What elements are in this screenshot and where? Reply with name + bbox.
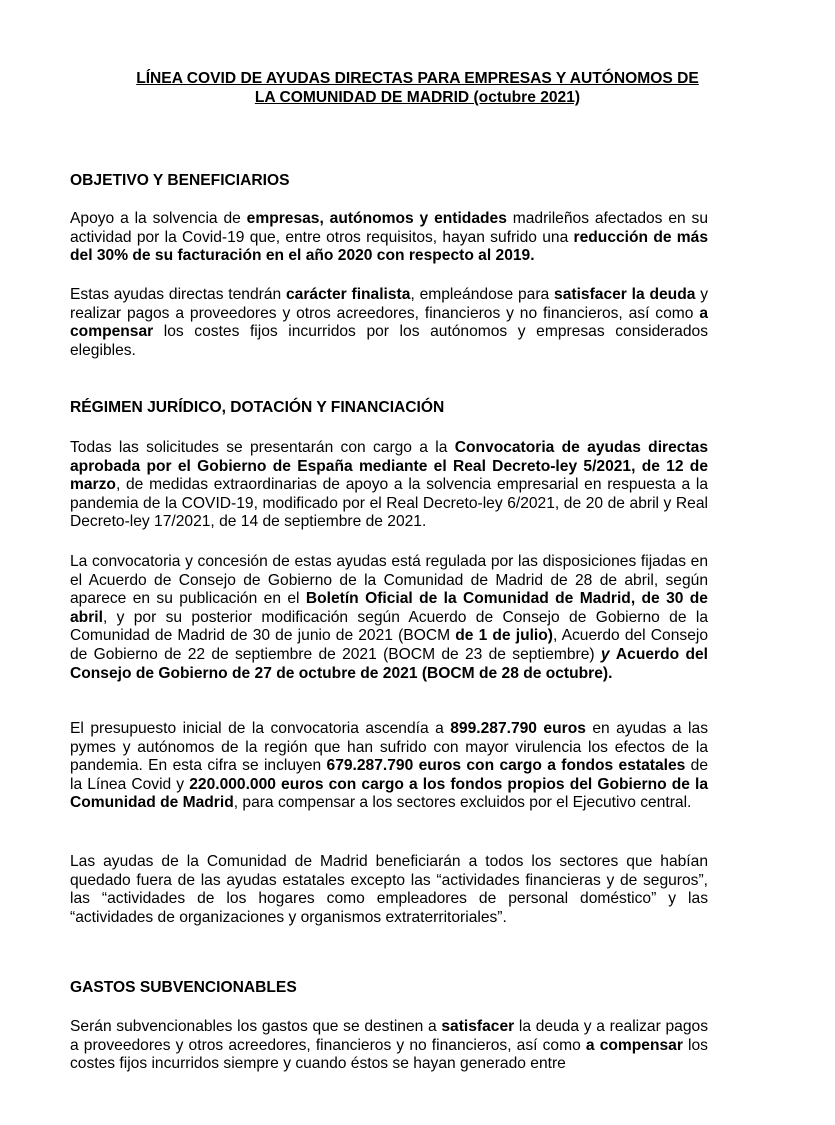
bold-italic-run: y — [600, 645, 610, 663]
bold-run: satisfacer — [441, 1018, 515, 1035]
paragraph-objetivo-1 — [70, 210, 708, 266]
bold-run: empresas, autónomos y entidades — [246, 210, 507, 227]
bold-run: 899.287.790 euros — [450, 720, 586, 737]
bold-run: Boletín Oficial de la Comunidad de Madrid, de 30 de abril — [70, 590, 708, 626]
text-run: los costes fijos incurridos por los autónomos y empresas considerados elegibles. — [70, 323, 708, 359]
text-run: y realizar pagos a proveedores y otros acreedores, financieros y no financieros, así como — [70, 286, 708, 322]
bold-run: satisfacer la deuda — [554, 286, 696, 303]
paragraph-regimen-4 — [70, 853, 708, 927]
section-heading-gastos: GASTOS SUBVENCIONABLES — [70, 979, 297, 996]
text-run: madrileños afectados en su actividad por la Covid-19 que, entre otros requisitos, hayan sufrido una — [70, 210, 708, 246]
paragraph-gastos-1 — [70, 1018, 708, 1074]
bold-run: de 1 de julio) — [455, 627, 553, 645]
text-run: Serán subvencionables los gastos que se destinen a — [70, 1018, 442, 1035]
text-run: , empleándose para — [410, 286, 555, 303]
title-line-1: LÍNEA COVID DE AYUDAS DIRECTAS PARA EMPRESAS Y AUTÓNOMOS DE — [136, 70, 699, 87]
document-title — [60, 69, 775, 107]
text-run: La convocatoria y concesión de estas ayudas está regulada por las disposiciones fijadas en el Acuerdo de Consejo de Gobierno de la Comunidad de Madrid de 28 de abril, según aparece en su publicación en el — [70, 553, 708, 608]
text-run: , Acuerdo del Consejo de Gobierno de 22 de septiembre de 2021 (BOCM de 23 de septiembre) — [70, 627, 708, 663]
bold-run: a compensar — [585, 1036, 683, 1054]
section-heading-objetivo: OBJETIVO Y BENEFICIARIOS — [70, 172, 290, 189]
text-run: , de medidas extraordinarias de apoyo a la solvencia empresarial en respuesta a la pandemia de la COVID-19, modificado por el Real Decreto-ley 6/2021, de 20 de abril y Real Decreto-ley 17/2021, de 14 de septiembre de 2021. — [70, 476, 708, 531]
text-run: , y por su posterior modificación según Acuerdo de Consejo de Gobierno de la Comunidad de Madrid de 30 de junio de 2021 (BOCM — [70, 608, 708, 645]
bold-run: Acuerdo del Consejo de Gobierno de 27 de octubre de 2021 (BOCM de 28 de octubre). — [70, 645, 708, 682]
text-run: de la Línea Covid y — [70, 757, 708, 793]
bold-run: 220.000.000 euros con cargo a los fondos propios del Gobierno de la Comunidad de Madrid — [70, 775, 709, 812]
text-run: los costes fijos incurridos siempre y cuando éstos se hayan generado entre — [70, 1036, 708, 1073]
paragraph-objetivo-2 — [70, 286, 708, 360]
text-run: Las ayudas de la Comunidad de Madrid beneficiarán a todos los sectores que habían quedado fuera de las ayudas estatales excepto las “actividades financieras y de seguros”, las “actividades de los hogares como empleadores de personal doméstico” y las “actividades de organizaciones y organismos extraterritoriales”. — [70, 853, 708, 926]
text-run: El presupuesto inicial de la convocatoria ascendía a — [70, 720, 451, 737]
title-line-2: LA COMUNIDAD DE MADRID (octubre 2021) — [254, 89, 581, 106]
text-run: en ayudas a las pymes y autónomos de la región que han sufrido con mayor virulencia los efectos de la pandemia. En esta cifra se incluyen — [70, 720, 708, 775]
text-run: Todas las solicitudes se presentarán con cargo a la — [70, 439, 455, 456]
bold-run: Convocatoria de ayudas directas aprobada por el Gobierno de España mediante el Real Decreto-ley 5/2021, de 12 de marzo — [70, 439, 708, 494]
section-heading-regimen: RÉGIMEN JURÍDICO, DOTACIÓN Y FINANCIACIÓN — [70, 399, 445, 416]
bold-run: carácter finalista — [286, 286, 411, 303]
bold-run: a compensar — [70, 304, 708, 341]
text-run: Apoyo a la solvencia de — [70, 210, 247, 227]
paragraph-regimen-3 — [70, 720, 708, 813]
paragraph-regimen-1 — [70, 439, 708, 532]
bold-run: 679.287.790 euros con cargo a fondos estatales — [326, 757, 686, 775]
text-run: Estas ayudas directas tendrán — [70, 286, 286, 303]
bold-run: reducción de más del 30% de su facturación en el año 2020 con respecto al 2019. — [70, 228, 708, 265]
text-run: la deuda y a realizar pagos a proveedores y otros acreedores, financieros y no financieros, así como — [70, 1018, 708, 1054]
paragraph-regimen-2 — [70, 553, 708, 683]
text-run: , para compensar a los sectores excluidos por el Ejecutivo central. — [233, 794, 692, 812]
